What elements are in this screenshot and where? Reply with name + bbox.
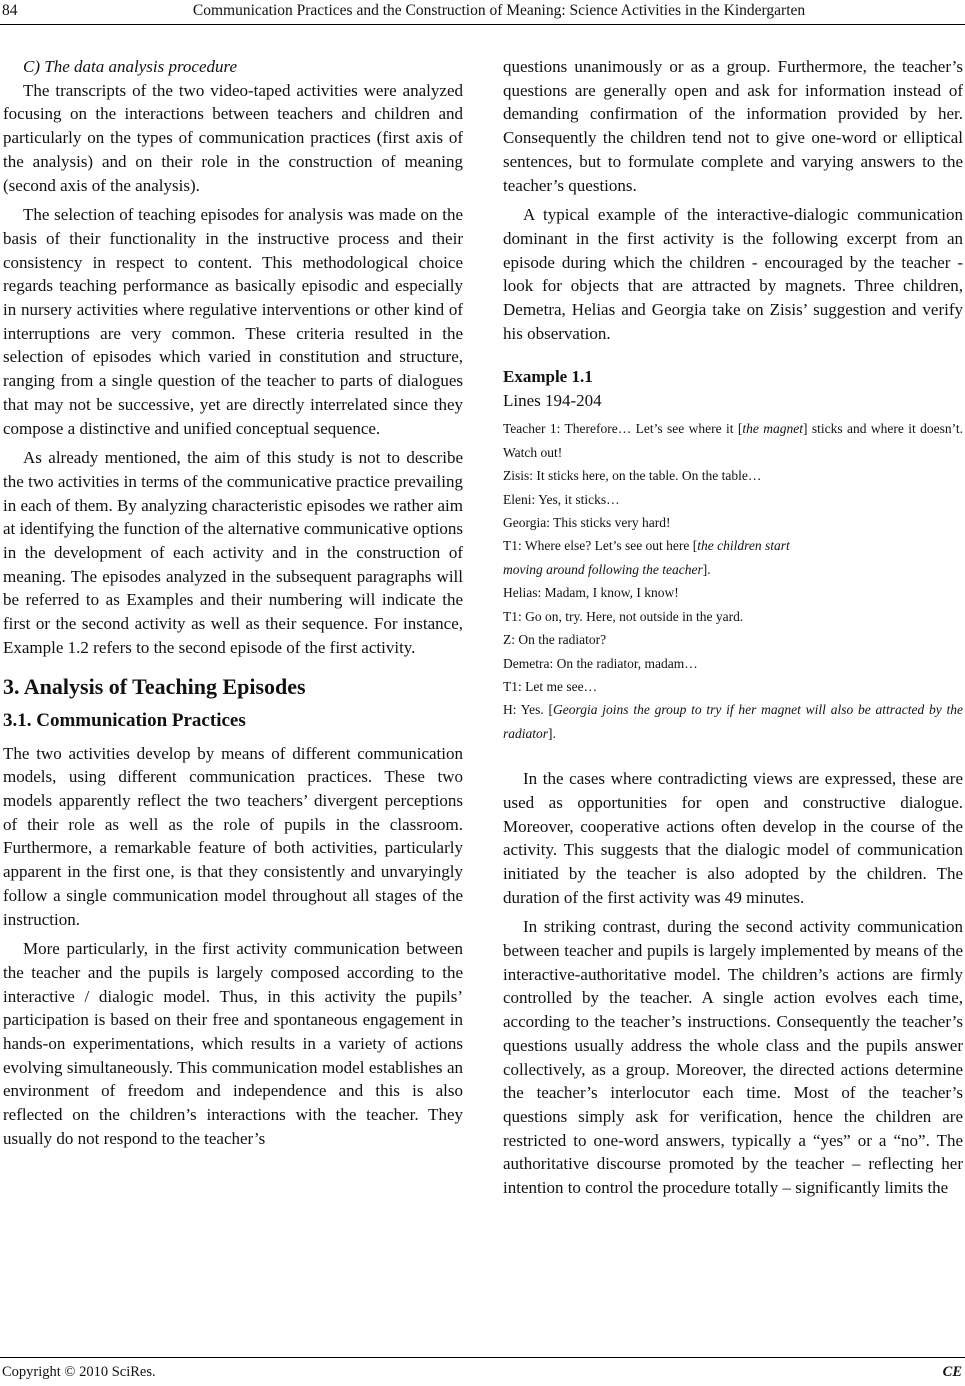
header-rule — [0, 24, 965, 25]
subhead-text: ) The data analysis procedure — [34, 57, 238, 76]
dialogue-line: Eleni: Yes, it sticks… — [503, 491, 620, 507]
subhead-data-analysis — [3, 55, 463, 79]
dialogue-line: Zisis: It sticks here, on the table. On the table… — [503, 468, 762, 484]
dialogue-line: T1: Let me see… — [503, 678, 598, 694]
paragraph: The selection of teaching episodes for analysis was made on the basis of their functionality in the instructive process and their consistency in respect to content. This methodological choice regards teaching performance as basically episodic and especially in nursery activities where regulative interventions or other kind of interruptions are very common. These criteria resulted in the selection of episodes which varied in constitution and structure, ranging from a single question of the teacher to parts of dialogues that may not be successive, yet are directly interrelated since they compose a distinctive and unified conceptual sequence. — [3, 205, 463, 438]
right-column — [503, 55, 963, 1200]
dialogue-block — [503, 417, 963, 745]
copyright-notice: Copyright © 2010 SciRes. — [2, 1364, 156, 1380]
dialogue-line: T1: Where else? Let’s see out here [the children start moving around following the teacher]. — [503, 538, 790, 577]
paragraph: In the cases where contradicting views are expressed, these are used as opportunities for open and constructive dialogue. Moreover, cooperative actions often develop in the course of the activity. This suggests that the dialogic model of communication initiated by the teacher is also adopted by the children. The duration of the first activity was 49 minutes. — [503, 769, 963, 907]
paragraph: In striking contrast, during the second activity communication between teacher and pupils is largely implemented by means of the interactive-authoritative model. The children’s actions are firmly controlled by the teacher. A single action evolves each time, according to the teacher’s instructions. Consequently the teacher’s questions usually address the whole class and the pupils answer collectively, as a group. Moreover, the directed actions determine the teacher’s interlocutor each time. Most of the teacher’s questions simply ask for verification, hence the children are restricted to one-word answers, typically a “yes” or a “no”. The authoritative discourse promoted by the teacher – reflecting her intention to control the procedure totally – significantly limits the — [503, 917, 963, 1198]
dialogue-line: Teacher 1: Therefore… Let’s see where it [the magnet] sticks and where it doesn’t. Watch out! — [503, 421, 963, 460]
dialogue-line: Georgia: This sticks very hard! — [503, 515, 671, 531]
page-header — [0, 0, 965, 26]
paragraph: More particularly, in the first activity communication between the teacher and the pupils is largely composed according to the interactive / dialogic model. Thus, in this activity the pupils’ participation is based on their free and spontaneous engagement in hands-on experimentations, which results in a variety of actions evolving simultaneously. This communication model establishes an environment of freedom and independence and this is also reflected on the children’s interactions with the teacher. They usually do not respond to the teacher’s — [3, 939, 463, 1148]
paragraph: questions unanimously or as a group. Furthermore, the teacher’s questions are generally open and ask for information instead of demanding confirmation of the information provided by her. Consequently the children tend not to give one-word or elliptical sentences, but to formulate complete and varying answers to the teacher’s questions. — [503, 57, 963, 195]
subhead-label: C — [23, 57, 35, 76]
paragraph: As already mentioned, the aim of this study is not to describe the two activities in terms of the communicative practice prevailing in each of them. By analyzing characteristic episodes we rather aim at identifying the function of the alternative communicative options in the development of each activity and in the construction of meaning. The episodes analyzed in the subsequent paragraphs will be referred to as Examples and their numbering will indicate the first or the second activity as well as their sequence. For instance, Example 1.2 refers to the second episode of the first activity. — [3, 448, 463, 657]
paragraph: The transcripts of the two video-taped activities were analyzed focusing on the interactions between teachers and children and particularly on the types of communication practices (first axis of the analysis) and on their role in the construction of meaning (second axis of the analysis). — [3, 80, 463, 195]
dialogue-line: Demetra: On the radiator, madam… — [503, 655, 698, 671]
spacer — [503, 745, 963, 767]
paragraph: A typical example of the interactive-dialogic communication dominant in the first activity is the following excerpt from an episode during which the children - encouraged by the teacher - look for objects that are attracted by magnets. Three children, Demetra, Helias and Georgia take on Zisis’ suggestion and verify his observation. — [503, 205, 963, 343]
paragraph: The two activities develop by means of different communication models, using different communication practices. These two models apparently reflect the two teachers’ divergent perceptions of their role as well as the role of pupils in the classroom. Furthermore, a remarkable feature of both activities, particularly apparent in the first one, is that they consistently and unvaryingly follow a single communication model throughout all stages of the instruction. — [3, 743, 463, 929]
page-number: 84 — [2, 2, 18, 19]
section-heading: 3. Analysis of Teaching Episodes — [3, 673, 306, 699]
subsection-heading: 3.1. Communication Practices — [3, 709, 246, 731]
journal-abbrev: CE — [942, 1364, 962, 1380]
example-lines: Lines 194-204 — [503, 391, 602, 411]
page-footer — [0, 1362, 965, 1384]
left-column — [3, 55, 463, 1151]
running-title: Communication Practices and the Construction of Meaning: Science Activities in the Kindergarten — [192, 2, 806, 19]
dialogue-line: H: Yes. [Georgia joins the group to try if her magnet will also be attracted by the radiator]. — [503, 702, 963, 741]
dialogue-line: Helias: Madam, I know, I know! — [503, 585, 679, 601]
dialogue-line: T1: Go on, try. Here, not outside in the yard. — [503, 608, 744, 624]
dialogue-line: Z: On the radiator? — [503, 632, 607, 648]
example-title: Example 1.1 — [503, 367, 593, 387]
footer-rule — [0, 1357, 965, 1358]
